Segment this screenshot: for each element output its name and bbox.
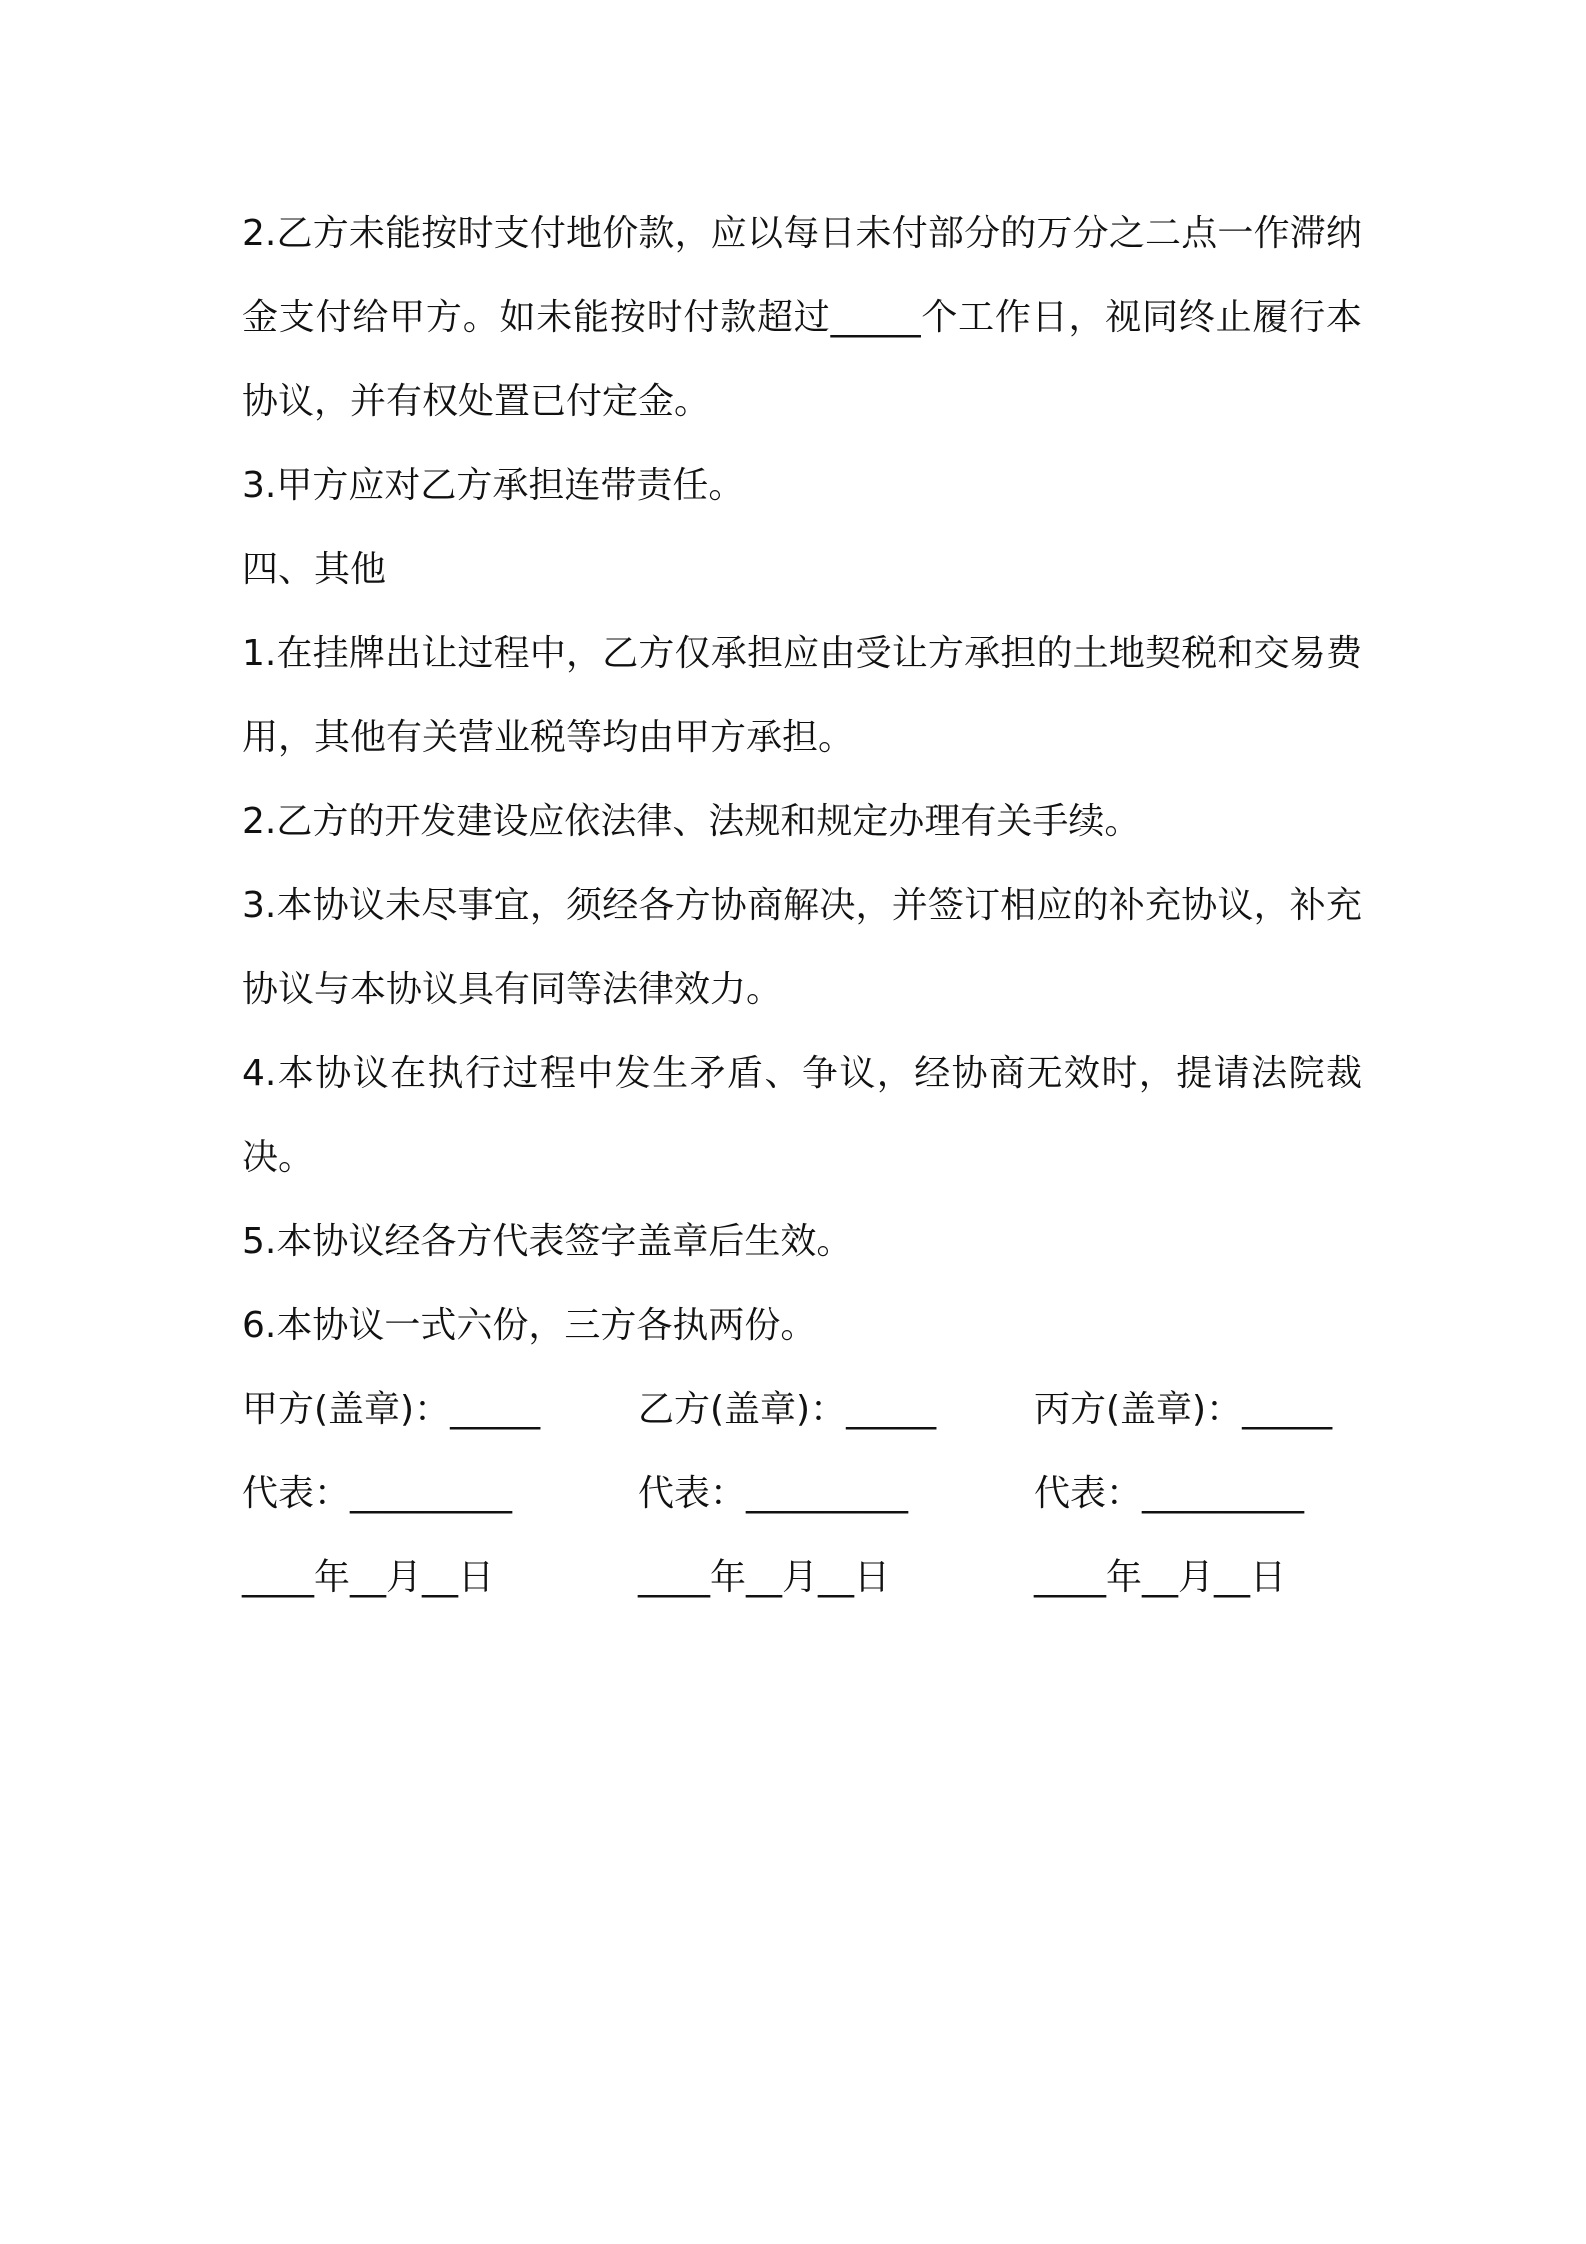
party-c-representative: 代表：_________ bbox=[1034, 1473, 1305, 1514]
party-a-representative: 代表：_________ bbox=[242, 1473, 513, 1514]
date-row bbox=[242, 1536, 1362, 1620]
other-clause-5: 5.本协议经各方代表签字盖章后生效。 bbox=[242, 1221, 853, 1262]
party-b-representative: 代表：_________ bbox=[638, 1473, 909, 1514]
party-c-date: ____年__月__日 bbox=[1034, 1557, 1287, 1598]
other-clause-4: 4.本协议在执行过程中发生矛盾、争议，经协商无效时，提请法院裁决。 bbox=[242, 1053, 1362, 1178]
document-page bbox=[242, 192, 1362, 1620]
other-clause-1: 1.在挂牌出让过程中，乙方仅承担应由受让方承担的土地契税和交易费用，其他有关营业税等均由甲方承担。 bbox=[242, 633, 1362, 758]
party-a-date: ____年__月__日 bbox=[242, 1557, 495, 1598]
party-b-date: ____年__月__日 bbox=[638, 1557, 891, 1598]
clause-3-joint-liability: 3.甲方应对乙方承担连带责任。 bbox=[242, 465, 745, 506]
party-a-seal: 甲方(盖章)：_____ bbox=[242, 1389, 541, 1430]
seal-row bbox=[242, 1368, 1362, 1452]
other-clause-6: 6.本协议一式六份，三方各执两份。 bbox=[242, 1305, 817, 1346]
other-clause-3: 3.本协议未尽事宜，须经各方协商解决，并签订相应的补充协议，补充协议与本协议具有同等法律效力。 bbox=[242, 885, 1362, 1010]
party-c-seal: 丙方(盖章)：_____ bbox=[1034, 1389, 1333, 1430]
other-clause-2: 2.乙方的开发建设应依法律、法规和规定办理有关手续。 bbox=[242, 801, 1141, 842]
section-heading-other: 四、其他 bbox=[242, 549, 387, 590]
representative-row bbox=[242, 1452, 1362, 1536]
clause-2-late-payment: 2.乙方未能按时支付地价款，应以每日未付部分的万分之二点一作滞纳金支付给甲方。如未能按时付款超过_____个工作日，视同终止履行本协议，并有权处置已付定金。 bbox=[242, 213, 1362, 422]
party-b-seal: 乙方(盖章)：_____ bbox=[638, 1389, 937, 1430]
